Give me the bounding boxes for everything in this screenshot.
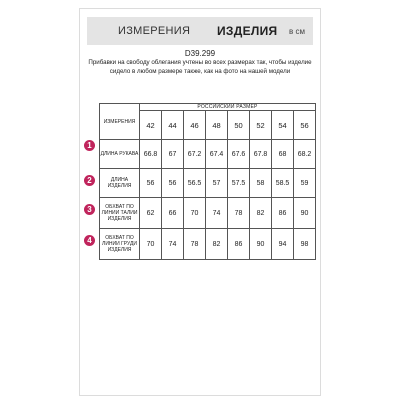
- size-chart-page: [79, 8, 321, 396]
- size-group-header: РОССИЙСКИЙ РАЗМЕР: [140, 104, 316, 111]
- table-cell: 62: [140, 198, 162, 229]
- size-table: [99, 103, 316, 260]
- table-cell: 74: [162, 229, 184, 260]
- article-code: D39.299: [184, 49, 216, 58]
- table-cell: 66.8: [140, 140, 162, 169]
- fit-note: Прибавки на свободу облегания учтены во всех размерах так, чтобы изделие сидело в любом размере также, как на фото на нашей модели: [88, 59, 312, 75]
- size-header: 44: [162, 111, 184, 140]
- table-cell: 56: [140, 169, 162, 198]
- table-cell: 82: [250, 198, 272, 229]
- table-cell: 56: [162, 169, 184, 198]
- table-cell: 78: [228, 198, 250, 229]
- title-part-measurements: ИЗМЕРЕНИЯ: [118, 25, 191, 37]
- table-row: [100, 169, 316, 198]
- row-label: ОБХВАТ ПО ЛИНИИ ГРУДИ ИЗДЕЛИЯ: [100, 229, 140, 260]
- table-cell: 90: [294, 198, 316, 229]
- table-cell: 70: [184, 198, 206, 229]
- size-header: 52: [250, 111, 272, 140]
- size-header: 46: [184, 111, 206, 140]
- table-cell: 67.2: [184, 140, 206, 169]
- table-cell: 67.6: [228, 140, 250, 169]
- row-label: ДЛИНА ИЗДЕЛИЯ: [100, 169, 140, 198]
- table-cell: 68: [272, 140, 294, 169]
- table-cell: 74: [206, 198, 228, 229]
- table-cell: 58: [250, 169, 272, 198]
- size-header: 48: [206, 111, 228, 140]
- corner-header: ИЗМЕРЕНИЯ: [100, 104, 140, 140]
- size-header: 56: [294, 111, 316, 140]
- title-banner: [87, 17, 313, 45]
- table-row: [100, 229, 316, 260]
- title-part-item: ИЗДЕЛИЯ: [217, 24, 278, 38]
- row-number-marker: 1: [84, 140, 95, 151]
- size-header: 50: [228, 111, 250, 140]
- table-cell: 98: [294, 229, 316, 260]
- row-label: ОБХВАТ ПО ЛИНИИ ТАЛИИ ИЗДЕЛИЯ: [100, 198, 140, 229]
- table-cell: 94: [272, 229, 294, 260]
- table-cell: 70: [140, 229, 162, 260]
- table-cell: 66: [162, 198, 184, 229]
- table-cell: 56.5: [184, 169, 206, 198]
- table-cell: 82: [206, 229, 228, 260]
- table-cell: 67.4: [206, 140, 228, 169]
- table-cell: 67.8: [250, 140, 272, 169]
- title-unit: в см: [289, 27, 305, 36]
- table-cell: 57.5: [228, 169, 250, 198]
- row-number-marker: 2: [84, 175, 95, 186]
- table-cell: 68.2: [294, 140, 316, 169]
- table-cell: 67: [162, 140, 184, 169]
- row-number-marker: 4: [84, 235, 95, 246]
- table-cell: 78: [184, 229, 206, 260]
- table-cell: 59: [294, 169, 316, 198]
- table-cell: 90: [250, 229, 272, 260]
- size-header: 42: [140, 111, 162, 140]
- row-number-marker: 3: [84, 204, 95, 215]
- table-cell: 58.5: [272, 169, 294, 198]
- table-row: [100, 198, 316, 229]
- table-row: [100, 140, 316, 169]
- table-cell: 86: [228, 229, 250, 260]
- row-label: ДЛИНА РУКАВА: [100, 140, 140, 169]
- table-cell: 57: [206, 169, 228, 198]
- table-cell: 86: [272, 198, 294, 229]
- size-header: 54: [272, 111, 294, 140]
